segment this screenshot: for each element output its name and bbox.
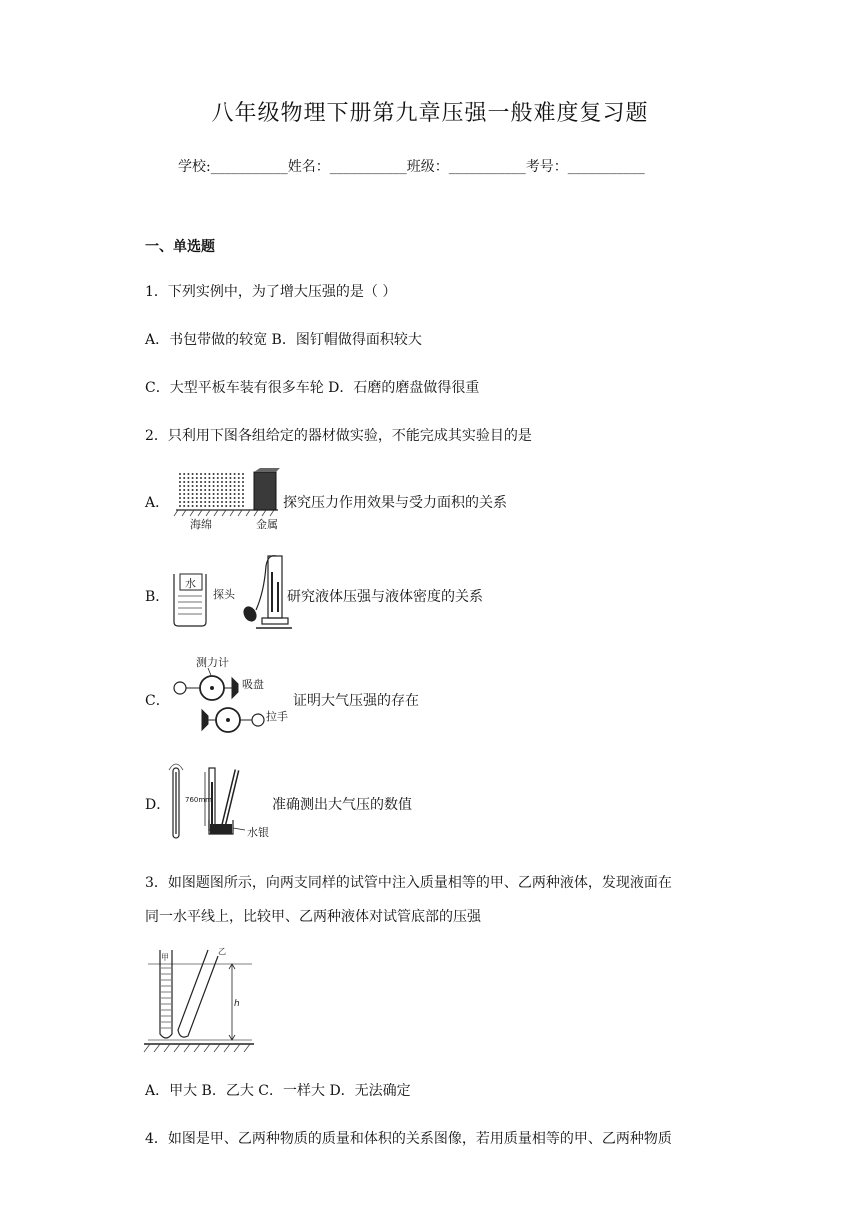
water-label: 水 <box>185 577 196 590</box>
mercury-label: 水银 <box>247 826 269 839</box>
student-info-line <box>178 156 645 176</box>
torricelli-figure <box>165 758 280 842</box>
q3-stem-line1: 3．如图题图所示，向两支同样的试管中注入质量相等的甲、乙两种液体，发现液面在 <box>145 875 672 891</box>
probe <box>241 604 259 624</box>
metal-block <box>254 472 276 510</box>
class-field: 班级：___________ <box>406 159 526 175</box>
q4-stem: 4．如图是甲、乙两种物质的质量和体积的关系图像，若用质量相等的甲、乙两种物质 <box>145 1131 672 1147</box>
q3-stem-line2: 同一水平线上，比较甲、乙两种液体对试管底部的压强 <box>145 909 481 925</box>
name-field: 姓名：___________ <box>287 159 407 175</box>
q1-stem: 1．下列实例中，为了增大压强的是（ ） <box>145 284 397 300</box>
page-title: 八年级物理下册第九章压强一般难度复习题 <box>211 101 649 126</box>
handle-label: 拉手 <box>266 710 288 723</box>
q2-option-a-letter: A． <box>145 495 170 511</box>
number-field: 考号：___________ <box>525 159 645 175</box>
q2-stem: 2．只利用下图各组给定的器材做实验，不能完成其实验目的是 <box>145 428 532 444</box>
q2-option-c-text: 证明大气压强的存在 <box>293 693 419 709</box>
h-label: h <box>234 999 240 1009</box>
q2-option-c-letter: C． <box>145 693 170 709</box>
metal-label: 金属 <box>256 518 278 530</box>
q2-option-d-text: 准确测出大气压的数值 <box>272 797 412 813</box>
height-label: 760mm <box>185 796 212 804</box>
jia-label: 甲 <box>161 953 169 962</box>
sponge-dots <box>179 473 244 507</box>
sponge-metal-figure <box>168 466 284 530</box>
u-tube <box>268 556 282 618</box>
yi-label: 乙 <box>218 947 226 956</box>
q2-option-b-letter: B． <box>145 589 170 605</box>
q1-options-ab: A．书包带做的较宽 B．图钉帽做得面积较大 <box>145 332 422 348</box>
q2-option-a-text: 探究压力作用效果与受力面积的关系 <box>283 495 507 511</box>
test-tube-figure <box>142 944 254 1054</box>
suction-cup-figure <box>168 654 288 740</box>
q2-option-b-text: 研究液体压强与液体密度的关系 <box>287 589 483 605</box>
section-heading: 一、单选题 <box>145 239 215 255</box>
pressure-gauge-figure <box>168 552 292 634</box>
meter-label: 测力计 <box>196 656 229 669</box>
probe-label: 探头 <box>213 588 235 601</box>
school-field: 学校:___________ <box>178 159 288 175</box>
q2-option-d-letter: D． <box>145 797 171 813</box>
sponge-label: 海绵 <box>190 518 212 530</box>
sucker-label: 吸盘 <box>242 678 264 691</box>
q3-options: A．甲大 B．乙大 C．一样大 D．无法确定 <box>145 1083 411 1099</box>
q1-options-cd: C．大型平板车装有很多车轮 D．石磨的磨盘做得很重 <box>145 380 480 396</box>
